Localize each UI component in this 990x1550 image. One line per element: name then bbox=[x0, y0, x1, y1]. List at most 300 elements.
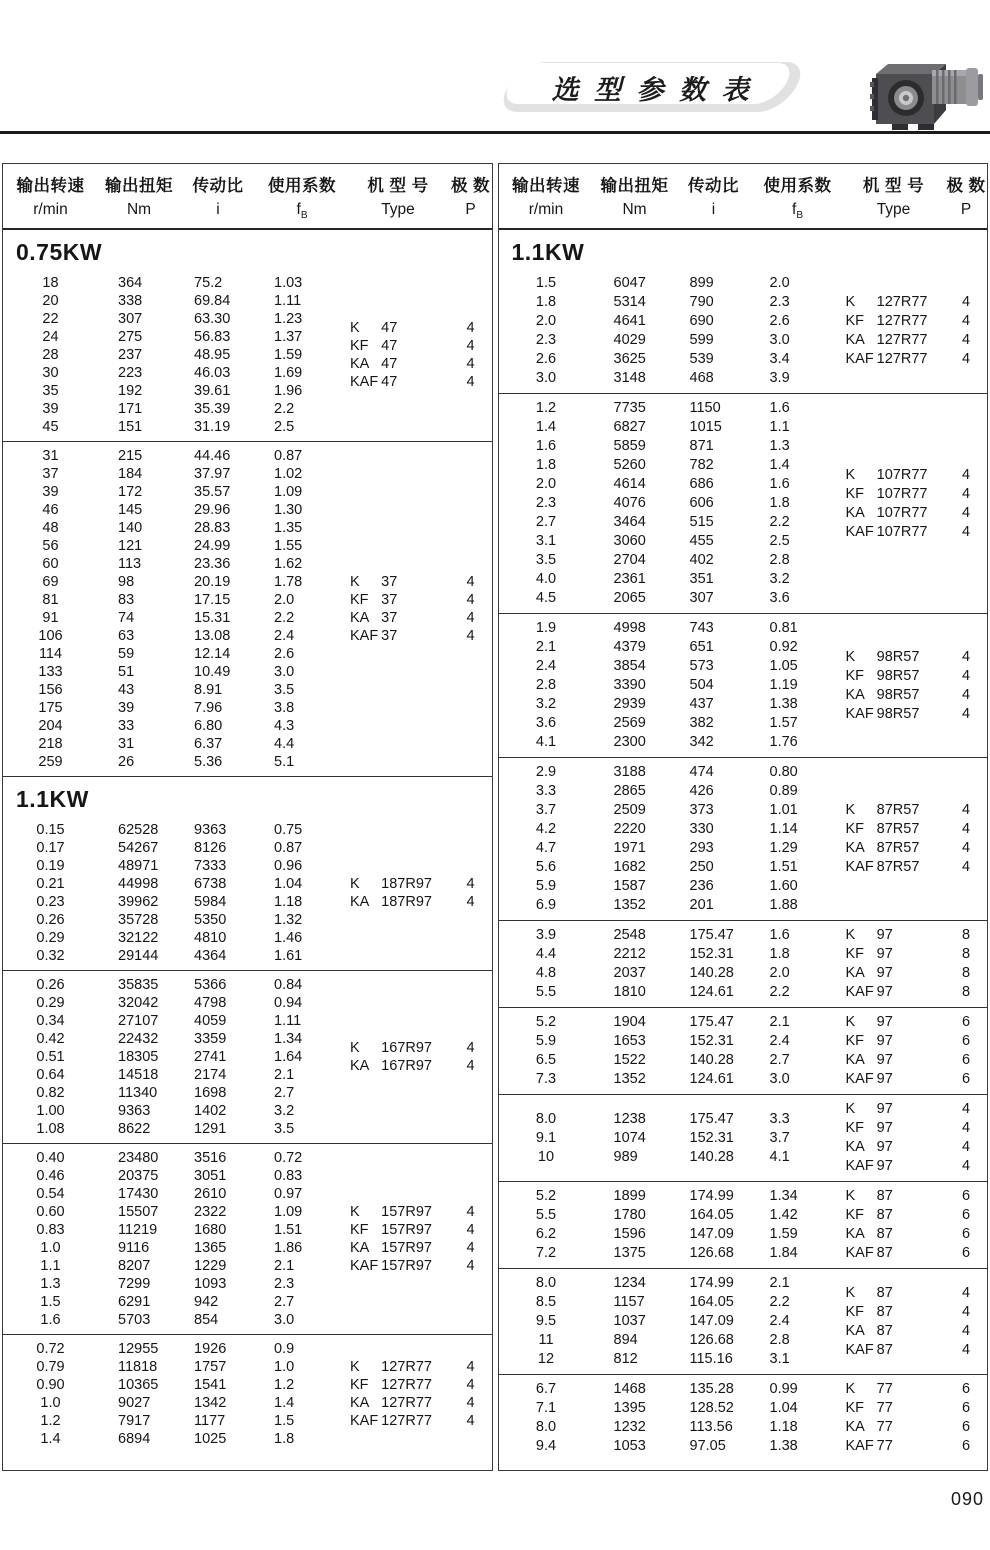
data-cell: 152.31 bbox=[689, 946, 734, 963]
data-row bbox=[3, 1412, 348, 1430]
data-cell: 31 bbox=[42, 448, 59, 465]
data-cell: 2.4 bbox=[535, 658, 557, 675]
type-label: K 87R57 bbox=[845, 802, 920, 819]
data-cell: 3.9 bbox=[535, 927, 557, 944]
pole-count: 4 bbox=[961, 466, 971, 483]
data-row bbox=[499, 589, 844, 608]
column-header: 极 数 bbox=[946, 177, 986, 195]
type-row bbox=[348, 627, 493, 645]
data-cell: 1.3 bbox=[40, 1276, 61, 1293]
data-cell: 0.84 bbox=[274, 977, 303, 994]
data-cell: 51 bbox=[118, 664, 135, 681]
type-row bbox=[348, 609, 493, 627]
data-cell: 1395 bbox=[613, 1400, 646, 1417]
gear-series-block bbox=[499, 1007, 988, 1094]
data-cell: 1.02 bbox=[274, 466, 303, 483]
data-cell: 1.3 bbox=[769, 438, 790, 455]
data-row bbox=[3, 465, 348, 483]
type-label: K 167R97 bbox=[350, 1040, 432, 1057]
type-label: KF 87R57 bbox=[845, 821, 920, 838]
data-cell: 5.6 bbox=[535, 859, 557, 876]
right-table bbox=[498, 163, 989, 1471]
data-cell: 1.55 bbox=[274, 538, 303, 555]
data-rows bbox=[499, 1110, 844, 1167]
data-cell: 1.59 bbox=[769, 1226, 798, 1243]
data-cell: 2.0 bbox=[535, 313, 557, 330]
data-cell: 1.59 bbox=[274, 347, 303, 364]
column-unit: P bbox=[960, 201, 972, 218]
data-cell: 8622 bbox=[118, 1121, 151, 1138]
data-row bbox=[3, 1084, 348, 1102]
data-cell: 1468 bbox=[613, 1381, 646, 1398]
data-row bbox=[3, 1120, 348, 1138]
data-cell: 1232 bbox=[613, 1419, 646, 1436]
data-cell: 1.46 bbox=[274, 930, 303, 947]
type-row bbox=[844, 1418, 989, 1437]
type-row bbox=[348, 1221, 493, 1239]
data-cell: 3516 bbox=[194, 1150, 227, 1167]
data-cell: 3.6 bbox=[535, 715, 557, 732]
type-label: K 37 bbox=[350, 574, 398, 591]
data-cell: 2.7 bbox=[769, 1052, 790, 1069]
data-cell: 1.37 bbox=[274, 329, 303, 346]
data-row bbox=[3, 1012, 348, 1030]
data-cell: 1037 bbox=[613, 1313, 646, 1330]
data-cell: 5.9 bbox=[535, 1033, 557, 1050]
data-cell: 7.2 bbox=[535, 1245, 557, 1262]
type-label: KA 37 bbox=[350, 610, 398, 627]
pole-count: 4 bbox=[961, 1322, 971, 1339]
data-cell: 812 bbox=[613, 1351, 638, 1368]
data-cell: 56 bbox=[42, 538, 59, 555]
data-cell: 1053 bbox=[613, 1438, 646, 1455]
data-row bbox=[499, 896, 844, 915]
data-cell: 2.5 bbox=[274, 419, 295, 436]
data-cell: 3.1 bbox=[535, 533, 557, 550]
data-cell: 871 bbox=[689, 438, 714, 455]
data-cell: 44998 bbox=[118, 876, 159, 893]
data-cell: 1.23 bbox=[274, 311, 303, 328]
data-row bbox=[3, 1430, 348, 1448]
data-cell: 30 bbox=[42, 365, 59, 382]
data-row bbox=[499, 1331, 844, 1350]
data-cell: 37 bbox=[42, 466, 59, 483]
data-cell: 4.5 bbox=[535, 590, 557, 607]
data-cell: 1.1 bbox=[40, 1258, 61, 1275]
data-cell: 9.1 bbox=[535, 1129, 557, 1146]
data-cell: 237 bbox=[118, 347, 143, 364]
data-cell: 174.99 bbox=[689, 1188, 734, 1205]
data-cell: 37.97 bbox=[194, 466, 231, 483]
data-row bbox=[3, 1239, 348, 1257]
data-cell: 1.6 bbox=[769, 476, 790, 493]
data-cell: 743 bbox=[689, 620, 714, 637]
data-cell: 330 bbox=[689, 821, 714, 838]
data-cell: 20 bbox=[42, 293, 59, 310]
data-row bbox=[3, 418, 348, 436]
data-cell: 1291 bbox=[194, 1121, 227, 1138]
data-row bbox=[499, 312, 844, 331]
pole-count: 4 bbox=[961, 1303, 971, 1320]
data-cell: 45 bbox=[42, 419, 59, 436]
data-cell: 46.03 bbox=[194, 365, 231, 382]
type-row bbox=[844, 1138, 989, 1157]
data-cell: 4614 bbox=[613, 476, 646, 493]
column-unit: Nm bbox=[126, 201, 152, 218]
pole-count: 4 bbox=[961, 705, 971, 722]
data-cell: 6.80 bbox=[194, 718, 223, 735]
data-cell: 133 bbox=[38, 664, 63, 681]
data-cell: 364 bbox=[118, 275, 143, 292]
data-cell: 1680 bbox=[194, 1222, 227, 1239]
data-cell: 2.6 bbox=[274, 646, 295, 663]
data-cell: 8.0 bbox=[535, 1110, 557, 1127]
data-cell: 63 bbox=[118, 628, 135, 645]
data-cell: 29144 bbox=[118, 948, 159, 965]
header-unit-row bbox=[3, 201, 492, 221]
type-label: K 87 bbox=[845, 1284, 893, 1301]
data-cell: 4.4 bbox=[535, 946, 557, 963]
data-cell: 474 bbox=[689, 764, 714, 781]
data-row bbox=[499, 657, 844, 676]
type-rows bbox=[844, 1100, 989, 1176]
type-row bbox=[348, 1394, 493, 1412]
type-row bbox=[348, 373, 493, 391]
data-cell: 48.95 bbox=[194, 347, 231, 364]
pole-count: 4 bbox=[466, 610, 475, 627]
data-row bbox=[499, 494, 844, 513]
type-rows bbox=[844, 926, 989, 1002]
data-cell: 175.47 bbox=[689, 1014, 734, 1031]
type-label: KAF 98R57 bbox=[845, 705, 920, 722]
data-cell: 1402 bbox=[194, 1103, 227, 1120]
data-cell: 3390 bbox=[613, 677, 646, 694]
data-cell: 147.09 bbox=[689, 1313, 734, 1330]
data-cell: 2569 bbox=[613, 715, 646, 732]
data-cell: 3359 bbox=[194, 1031, 227, 1048]
data-cell: 539 bbox=[689, 351, 714, 368]
data-cell: 63.30 bbox=[194, 311, 231, 328]
data-cell: 6291 bbox=[118, 1294, 151, 1311]
data-cell: 1093 bbox=[194, 1276, 227, 1293]
data-cell: 3.0 bbox=[769, 1071, 790, 1088]
data-cell: 156 bbox=[38, 682, 63, 699]
pole-count: 4 bbox=[466, 356, 475, 373]
data-cell: 2.0 bbox=[769, 965, 790, 982]
data-cell: 2300 bbox=[613, 734, 646, 751]
data-row bbox=[499, 1051, 844, 1070]
data-cell: 599 bbox=[689, 332, 714, 349]
data-cell: 2.1 bbox=[274, 1067, 295, 1084]
data-cell: 24.99 bbox=[194, 538, 231, 555]
data-cell: 2.1 bbox=[274, 1258, 295, 1275]
data-cell: 1.38 bbox=[769, 696, 798, 713]
data-cell: 293 bbox=[689, 840, 714, 857]
data-row bbox=[3, 875, 348, 893]
gear-series-block bbox=[499, 1181, 988, 1268]
data-row bbox=[3, 1257, 348, 1275]
data-row bbox=[3, 591, 348, 609]
data-cell: 2610 bbox=[194, 1186, 227, 1203]
pole-count: 4 bbox=[466, 1222, 475, 1239]
gear-series-block bbox=[499, 1374, 988, 1461]
data-rows bbox=[499, 763, 844, 915]
data-cell: 1.03 bbox=[274, 275, 303, 292]
type-label: KA 127R77 bbox=[350, 1395, 432, 1412]
pole-count: 6 bbox=[961, 1226, 971, 1243]
type-row bbox=[844, 1100, 989, 1119]
type-row bbox=[348, 573, 493, 591]
data-row bbox=[499, 456, 844, 475]
data-cell: 2.3 bbox=[535, 495, 557, 512]
data-cell: 3.7 bbox=[769, 1129, 790, 1146]
type-label: KAF 107R77 bbox=[845, 523, 928, 540]
data-cell: 31 bbox=[118, 736, 135, 753]
type-rows bbox=[348, 1358, 493, 1430]
data-cell: 23.36 bbox=[194, 556, 231, 573]
data-rows bbox=[3, 447, 348, 771]
data-cell: 174.99 bbox=[689, 1275, 734, 1292]
data-row bbox=[499, 714, 844, 733]
data-rows bbox=[499, 1380, 844, 1456]
data-cell: 3464 bbox=[613, 514, 646, 531]
data-cell: 402 bbox=[689, 552, 714, 569]
data-cell: 6827 bbox=[613, 419, 646, 436]
data-cell: 1.18 bbox=[769, 1419, 798, 1436]
pole-count: 4 bbox=[466, 628, 475, 645]
power-rating-label: 0.75KW bbox=[16, 239, 103, 266]
data-cell: 10 bbox=[537, 1148, 555, 1165]
data-cell: 0.32 bbox=[36, 948, 65, 965]
type-label: KA 87R57 bbox=[845, 840, 920, 857]
data-cell: 2220 bbox=[613, 821, 646, 838]
type-label: KAF 87 bbox=[845, 1341, 893, 1358]
data-cell: 4.4 bbox=[274, 736, 295, 753]
data-row bbox=[3, 1203, 348, 1221]
data-cell: 3148 bbox=[613, 370, 646, 387]
data-cell: 15507 bbox=[118, 1204, 159, 1221]
data-cell: 1238 bbox=[613, 1110, 646, 1127]
data-cell: 1352 bbox=[613, 897, 646, 914]
data-cell: 0.29 bbox=[36, 995, 65, 1012]
data-cell: 4810 bbox=[194, 930, 227, 947]
data-cell: 124.61 bbox=[689, 1071, 734, 1088]
data-cell: 0.81 bbox=[769, 620, 798, 637]
type-label: KA 87 bbox=[845, 1226, 893, 1243]
data-cell: 28 bbox=[42, 347, 59, 364]
data-cell: 1.00 bbox=[36, 1103, 65, 1120]
data-row bbox=[3, 501, 348, 519]
data-cell: 1.8 bbox=[535, 457, 557, 474]
column-unit: Type bbox=[876, 201, 911, 218]
table-header bbox=[3, 164, 492, 230]
data-cell: 1.18 bbox=[274, 894, 303, 911]
data-cell: 4059 bbox=[194, 1013, 227, 1030]
column-header: 传动比 bbox=[688, 177, 739, 195]
data-cell: 1.51 bbox=[769, 859, 798, 876]
data-cell: 2.9 bbox=[535, 764, 557, 781]
data-cell: 2.1 bbox=[769, 1014, 790, 1031]
type-label: KA 167R97 bbox=[350, 1058, 432, 1075]
data-cell: 7333 bbox=[194, 858, 227, 875]
data-cell: 1150 bbox=[689, 400, 721, 417]
data-cell: 74 bbox=[118, 610, 135, 627]
pole-count: 8 bbox=[961, 927, 971, 944]
type-label: KA 47 bbox=[350, 356, 398, 373]
data-cell: 147.09 bbox=[689, 1226, 734, 1243]
pole-count: 4 bbox=[961, 485, 971, 502]
data-row bbox=[499, 1293, 844, 1312]
data-cell: 106 bbox=[38, 628, 63, 645]
data-row bbox=[3, 627, 348, 645]
type-row bbox=[844, 1051, 989, 1070]
data-cell: 2.3 bbox=[769, 294, 790, 311]
data-cell: 1.5 bbox=[274, 1413, 295, 1430]
type-row bbox=[844, 1341, 989, 1360]
data-cell: 2.2 bbox=[274, 401, 295, 418]
pole-count: 6 bbox=[961, 1400, 971, 1417]
type-row bbox=[844, 1225, 989, 1244]
data-cell: 1653 bbox=[613, 1033, 646, 1050]
pole-count: 4 bbox=[466, 876, 475, 893]
data-cell: 218 bbox=[38, 736, 63, 753]
data-cell: 0.94 bbox=[274, 995, 303, 1012]
data-row bbox=[499, 1380, 844, 1399]
data-row bbox=[499, 695, 844, 714]
data-cell: 204 bbox=[38, 718, 63, 735]
data-row bbox=[3, 483, 348, 501]
pole-count: 4 bbox=[961, 1158, 971, 1175]
type-label: KA 107R77 bbox=[845, 504, 928, 521]
data-cell: 223 bbox=[118, 365, 143, 382]
type-label: KF 127R77 bbox=[350, 1377, 432, 1394]
data-cell: 152.31 bbox=[689, 1129, 734, 1146]
data-row bbox=[3, 663, 348, 681]
type-row bbox=[844, 705, 989, 724]
type-label: KAF 87 bbox=[845, 1245, 893, 1262]
pole-count: 4 bbox=[466, 320, 475, 337]
data-cell: 2.6 bbox=[769, 313, 790, 330]
data-cell: 0.79 bbox=[36, 1359, 65, 1376]
type-row bbox=[844, 667, 989, 686]
data-cell: 1.6 bbox=[769, 400, 790, 417]
pole-count: 6 bbox=[961, 1188, 971, 1205]
data-cell: 4.8 bbox=[535, 965, 557, 982]
gear-series-block bbox=[3, 441, 492, 776]
data-row bbox=[499, 782, 844, 801]
data-row bbox=[499, 945, 844, 964]
column-unit: $f_B$ bbox=[296, 201, 308, 222]
column-header: 极 数 bbox=[450, 177, 491, 195]
pole-count: 4 bbox=[961, 686, 971, 703]
column-unit: Type bbox=[381, 201, 415, 218]
data-cell: 35728 bbox=[118, 912, 159, 929]
data-cell: 2509 bbox=[613, 802, 646, 819]
type-rows bbox=[348, 319, 493, 391]
data-cell: 3625 bbox=[613, 351, 646, 368]
data-cell: 32122 bbox=[118, 930, 159, 947]
data-row bbox=[3, 857, 348, 875]
pole-count: 4 bbox=[961, 802, 971, 819]
pole-count: 4 bbox=[961, 648, 971, 665]
data-cell: 75.2 bbox=[194, 275, 223, 292]
data-row bbox=[3, 994, 348, 1012]
data-row bbox=[3, 382, 348, 400]
data-cell: 0.17 bbox=[36, 840, 65, 857]
pole-count: 4 bbox=[961, 667, 971, 684]
data-cell: 1.61 bbox=[274, 948, 303, 965]
data-cell: 2.5 bbox=[769, 533, 790, 550]
data-cell: 5703 bbox=[118, 1312, 151, 1329]
data-row bbox=[3, 447, 348, 465]
gear-series-block bbox=[3, 269, 492, 441]
data-cell: 1.32 bbox=[274, 912, 303, 929]
type-label: KA 97 bbox=[845, 1139, 893, 1156]
data-cell: 98 bbox=[118, 574, 135, 591]
data-row bbox=[499, 570, 844, 589]
data-cell: 3051 bbox=[194, 1168, 227, 1185]
data-cell: 5.1 bbox=[274, 754, 295, 771]
title-banner bbox=[508, 62, 796, 112]
type-label: KA 187R97 bbox=[350, 894, 432, 911]
pole-count: 4 bbox=[466, 1258, 475, 1275]
data-cell: 2.4 bbox=[769, 1033, 790, 1050]
type-label: K 97 bbox=[845, 1101, 893, 1118]
data-cell: 8.5 bbox=[535, 1294, 557, 1311]
data-cell: 437 bbox=[689, 696, 714, 713]
data-cell: 2.0 bbox=[535, 476, 557, 493]
data-cell: 6.9 bbox=[535, 897, 557, 914]
data-cell: 351 bbox=[689, 571, 714, 588]
data-cell: 17.15 bbox=[194, 592, 231, 609]
data-row bbox=[499, 1129, 844, 1148]
data-cell: 5.36 bbox=[194, 754, 223, 771]
data-cell: 2.4 bbox=[769, 1313, 790, 1330]
gear-series-block bbox=[3, 816, 492, 970]
type-row bbox=[844, 839, 989, 858]
type-label: K 127R77 bbox=[845, 294, 928, 311]
data-cell: 382 bbox=[689, 715, 714, 732]
gear-series-block bbox=[499, 1094, 988, 1181]
column-header: 输出转速 bbox=[16, 177, 85, 195]
data-cell: 9.5 bbox=[535, 1313, 557, 1330]
data-cell: 1.5 bbox=[40, 1294, 61, 1311]
data-cell: 27107 bbox=[118, 1013, 159, 1030]
column-header: 传动比 bbox=[192, 177, 244, 195]
data-cell: 1.64 bbox=[274, 1049, 303, 1066]
data-cell: 1015 bbox=[689, 419, 722, 436]
data-cell: 2322 bbox=[194, 1204, 227, 1221]
data-cell: 338 bbox=[118, 293, 143, 310]
data-cell: 5.2 bbox=[535, 1014, 557, 1031]
data-cell: 686 bbox=[689, 476, 714, 493]
header-label-row bbox=[499, 172, 988, 196]
type-rows bbox=[844, 293, 989, 369]
data-cell: 1757 bbox=[194, 1359, 227, 1376]
type-row bbox=[348, 591, 493, 609]
data-row bbox=[3, 519, 348, 537]
data-cell: 1.96 bbox=[274, 383, 303, 400]
data-cell: 1074 bbox=[613, 1129, 646, 1146]
data-cell: 1.62 bbox=[274, 556, 303, 573]
type-rows bbox=[348, 573, 493, 645]
pole-count: 4 bbox=[961, 523, 971, 540]
data-cell: 0.54 bbox=[36, 1186, 65, 1203]
data-cell: 942 bbox=[194, 1294, 219, 1311]
data-cell: 22 bbox=[42, 311, 59, 328]
type-rows bbox=[844, 1380, 989, 1456]
data-cell: 83 bbox=[118, 592, 135, 609]
